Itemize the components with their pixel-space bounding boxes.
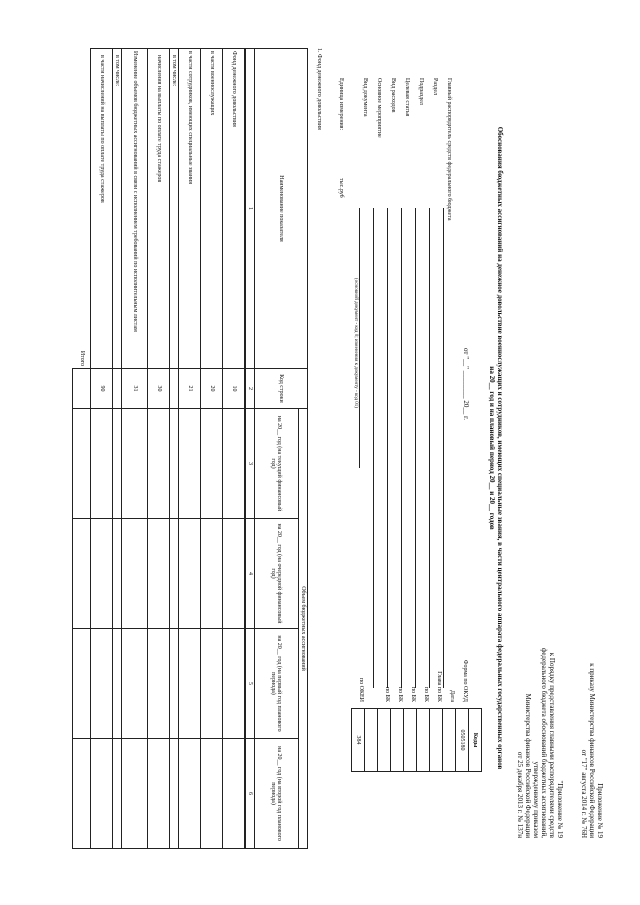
value-cell[interactable] xyxy=(179,629,201,739)
column-number: 6 xyxy=(245,739,255,849)
row-name: в том числе: xyxy=(113,49,122,369)
value-cell[interactable] xyxy=(179,409,201,519)
value-cell[interactable] xyxy=(179,519,201,629)
header-name: Наименование показателя xyxy=(255,49,308,369)
column-number: 2 xyxy=(245,369,255,409)
header-year-current: на 20__ год (на текущий финансовый год) xyxy=(255,409,299,519)
value-cell[interactable] xyxy=(223,409,245,519)
table-row xyxy=(179,49,201,849)
total-row xyxy=(73,49,91,849)
total-cell[interactable] xyxy=(73,409,91,519)
code-cell: 384 xyxy=(352,709,365,772)
codes-row-label: Дата xyxy=(449,690,455,702)
header-volume: Объем бюджетных ассигнований xyxy=(299,409,308,849)
document-date: от "__" ________ 20__ г. xyxy=(462,348,470,421)
total-code-cell xyxy=(73,369,91,409)
code-cell xyxy=(365,709,378,772)
value-cell[interactable] xyxy=(122,739,148,849)
order-appendix-line: к Порядку представления главными распорядителями средств xyxy=(548,652,556,838)
form-field-label: Главный распорядитель средств федерального бюджета xyxy=(446,78,452,221)
title-period: на 20__ год и на плановый период 20__ и 20__ годов xyxy=(488,366,496,530)
code-cell: 0505180 xyxy=(456,709,469,772)
table-row xyxy=(122,49,148,849)
row-name: Изменение объемов бюджетных ассигнований в связи с исполнением требований по исполнительным листам xyxy=(122,49,148,369)
document-title xyxy=(488,38,504,858)
value-cell[interactable] xyxy=(170,629,179,739)
form-field-line xyxy=(443,208,444,688)
form-field-label: Целевая статья xyxy=(404,78,410,117)
column-number: 4 xyxy=(245,519,255,629)
value-cell[interactable] xyxy=(201,739,223,849)
code-cell xyxy=(404,709,417,772)
unit-label: Единица измерения: xyxy=(338,78,344,131)
row-code: 20 xyxy=(201,369,223,409)
appendix-line: к приказу Министерства финансов Российской Федерации xyxy=(588,663,596,838)
value-cell[interactable] xyxy=(91,629,113,739)
row-code: 31 xyxy=(122,369,148,409)
form-field-line xyxy=(359,208,360,468)
value-cell[interactable] xyxy=(91,409,113,519)
value-cell[interactable] xyxy=(113,409,122,519)
value-cell[interactable] xyxy=(91,519,113,629)
value-cell[interactable] xyxy=(170,409,179,519)
form-field-label: Раздел xyxy=(432,78,438,95)
codes-row-label: по ОКЕИ xyxy=(358,677,364,702)
total-cell[interactable] xyxy=(73,629,91,739)
header-code: Код строки xyxy=(255,369,308,409)
header-year-next: на 20__ год (на очередной финансовый год) xyxy=(255,519,299,629)
row-code: 90 xyxy=(91,369,113,409)
value-cell[interactable] xyxy=(113,519,122,629)
row-name: в части военнослужащих xyxy=(201,49,223,369)
order-appendix-line: от 25 декабря 2013 г. № 137н xyxy=(516,751,524,838)
table-row xyxy=(201,49,223,849)
row-code: 30 xyxy=(148,369,170,409)
column-number: 5 xyxy=(245,629,255,739)
code-cell xyxy=(417,709,430,772)
appendix-line: от "17" августа 2014 г. № 76Н xyxy=(580,749,588,838)
row-code: 10 xyxy=(223,369,245,409)
row-name: в части начислений на выплаты по оплате труда стажеров xyxy=(91,49,113,369)
form-field-label: Подраздел xyxy=(418,78,424,105)
form-field-line xyxy=(387,208,388,688)
codes-row-label: Форма по ОКУД xyxy=(462,659,468,702)
row-code xyxy=(113,369,122,409)
codes-row-label: по БК xyxy=(410,686,416,702)
codes-row-label xyxy=(364,618,377,702)
codes-row-label: по БК xyxy=(384,686,390,702)
column-number: 3 xyxy=(245,409,255,519)
table-row xyxy=(223,49,245,849)
value-cell[interactable] xyxy=(148,629,170,739)
codes-row-label: по БК xyxy=(423,686,429,702)
value-cell[interactable] xyxy=(179,739,201,849)
value-cell[interactable] xyxy=(223,519,245,629)
row-name: в части сотрудников, имеющих специальные звания xyxy=(179,49,201,369)
value-cell[interactable] xyxy=(113,629,122,739)
budget-table xyxy=(73,48,309,849)
form-field-label: Основное мероприятие xyxy=(376,78,382,138)
value-cell[interactable] xyxy=(148,409,170,519)
row-name: в том числе: xyxy=(170,49,179,369)
date-note: (основной документ - код 0; изменения к документу - код 01) xyxy=(353,278,358,408)
code-cell xyxy=(391,709,404,772)
codes-box xyxy=(351,708,482,772)
form-field-label: Вид расходов xyxy=(390,78,396,113)
order-appendix-line: "Приложение № 19 xyxy=(556,780,564,838)
total-cell[interactable] xyxy=(73,739,91,849)
value-cell[interactable] xyxy=(170,739,179,849)
table-row xyxy=(170,49,179,849)
value-cell[interactable] xyxy=(201,629,223,739)
unit-value: тыс.руб xyxy=(338,178,344,198)
form-field-line xyxy=(429,208,430,688)
table-row xyxy=(148,49,170,849)
row-name: начисления на выплаты по оплате труда стажеров xyxy=(148,49,170,369)
form-field-line xyxy=(373,208,374,688)
total-label: Итого xyxy=(73,49,91,369)
value-cell[interactable] xyxy=(223,739,245,849)
codes-header: Коды xyxy=(469,709,482,772)
code-cell xyxy=(378,709,391,772)
appendix-block xyxy=(580,663,604,838)
value-cell[interactable] xyxy=(113,739,122,849)
form-field-line xyxy=(415,208,416,688)
form-field-label: Вид документа xyxy=(362,78,368,117)
value-cell[interactable] xyxy=(170,519,179,629)
value-cell[interactable] xyxy=(201,409,223,519)
header-year-plan2: на 20__ год (на второй год планового периода) xyxy=(255,739,299,849)
row-name: Фонд денежного довольствия xyxy=(223,49,245,369)
value-cell[interactable] xyxy=(122,409,148,519)
value-cell[interactable] xyxy=(122,519,148,629)
value-cell[interactable] xyxy=(91,739,113,849)
codes-row-label: по БК xyxy=(397,686,403,702)
code-cell xyxy=(430,709,443,772)
total-cell[interactable] xyxy=(73,519,91,629)
codes-row-label: Глава по БК xyxy=(436,671,442,702)
column-number: 1 xyxy=(245,49,255,369)
code-cell xyxy=(443,709,456,772)
order-appendix-line: федерального бюджета обоснований бюджетных ассигнований, xyxy=(540,647,548,838)
table-row xyxy=(91,49,113,849)
row-code xyxy=(170,369,179,409)
value-cell[interactable] xyxy=(148,739,170,849)
value-cell[interactable] xyxy=(148,519,170,629)
rotated-form-sheet xyxy=(22,18,612,878)
value-cell[interactable] xyxy=(201,519,223,629)
row-code: 21 xyxy=(179,369,201,409)
order-appendix-line: Министерства финансов Российской Федерации xyxy=(524,693,532,838)
value-cell[interactable] xyxy=(223,629,245,739)
title-line: Обоснования бюджетных ассигнований на денежное довольствие военнослужащих и сотрудников, имеющих специальные звания, в части центрального аппарата федеральных государственных органов xyxy=(496,126,504,770)
table-row xyxy=(113,49,122,849)
order-appendix-block xyxy=(516,648,564,838)
section-heading: 1. Фонд денежного довольствия xyxy=(316,48,322,130)
appendix-line: Приложение № 19 xyxy=(596,783,604,838)
value-cell[interactable] xyxy=(122,629,148,739)
form-field-line xyxy=(401,208,402,688)
order-appendix-line: утвержденному приказом xyxy=(532,761,540,838)
header-year-plan1: на 20__ год (на первый год планового периода) xyxy=(255,629,299,739)
codes-labels xyxy=(351,618,468,702)
